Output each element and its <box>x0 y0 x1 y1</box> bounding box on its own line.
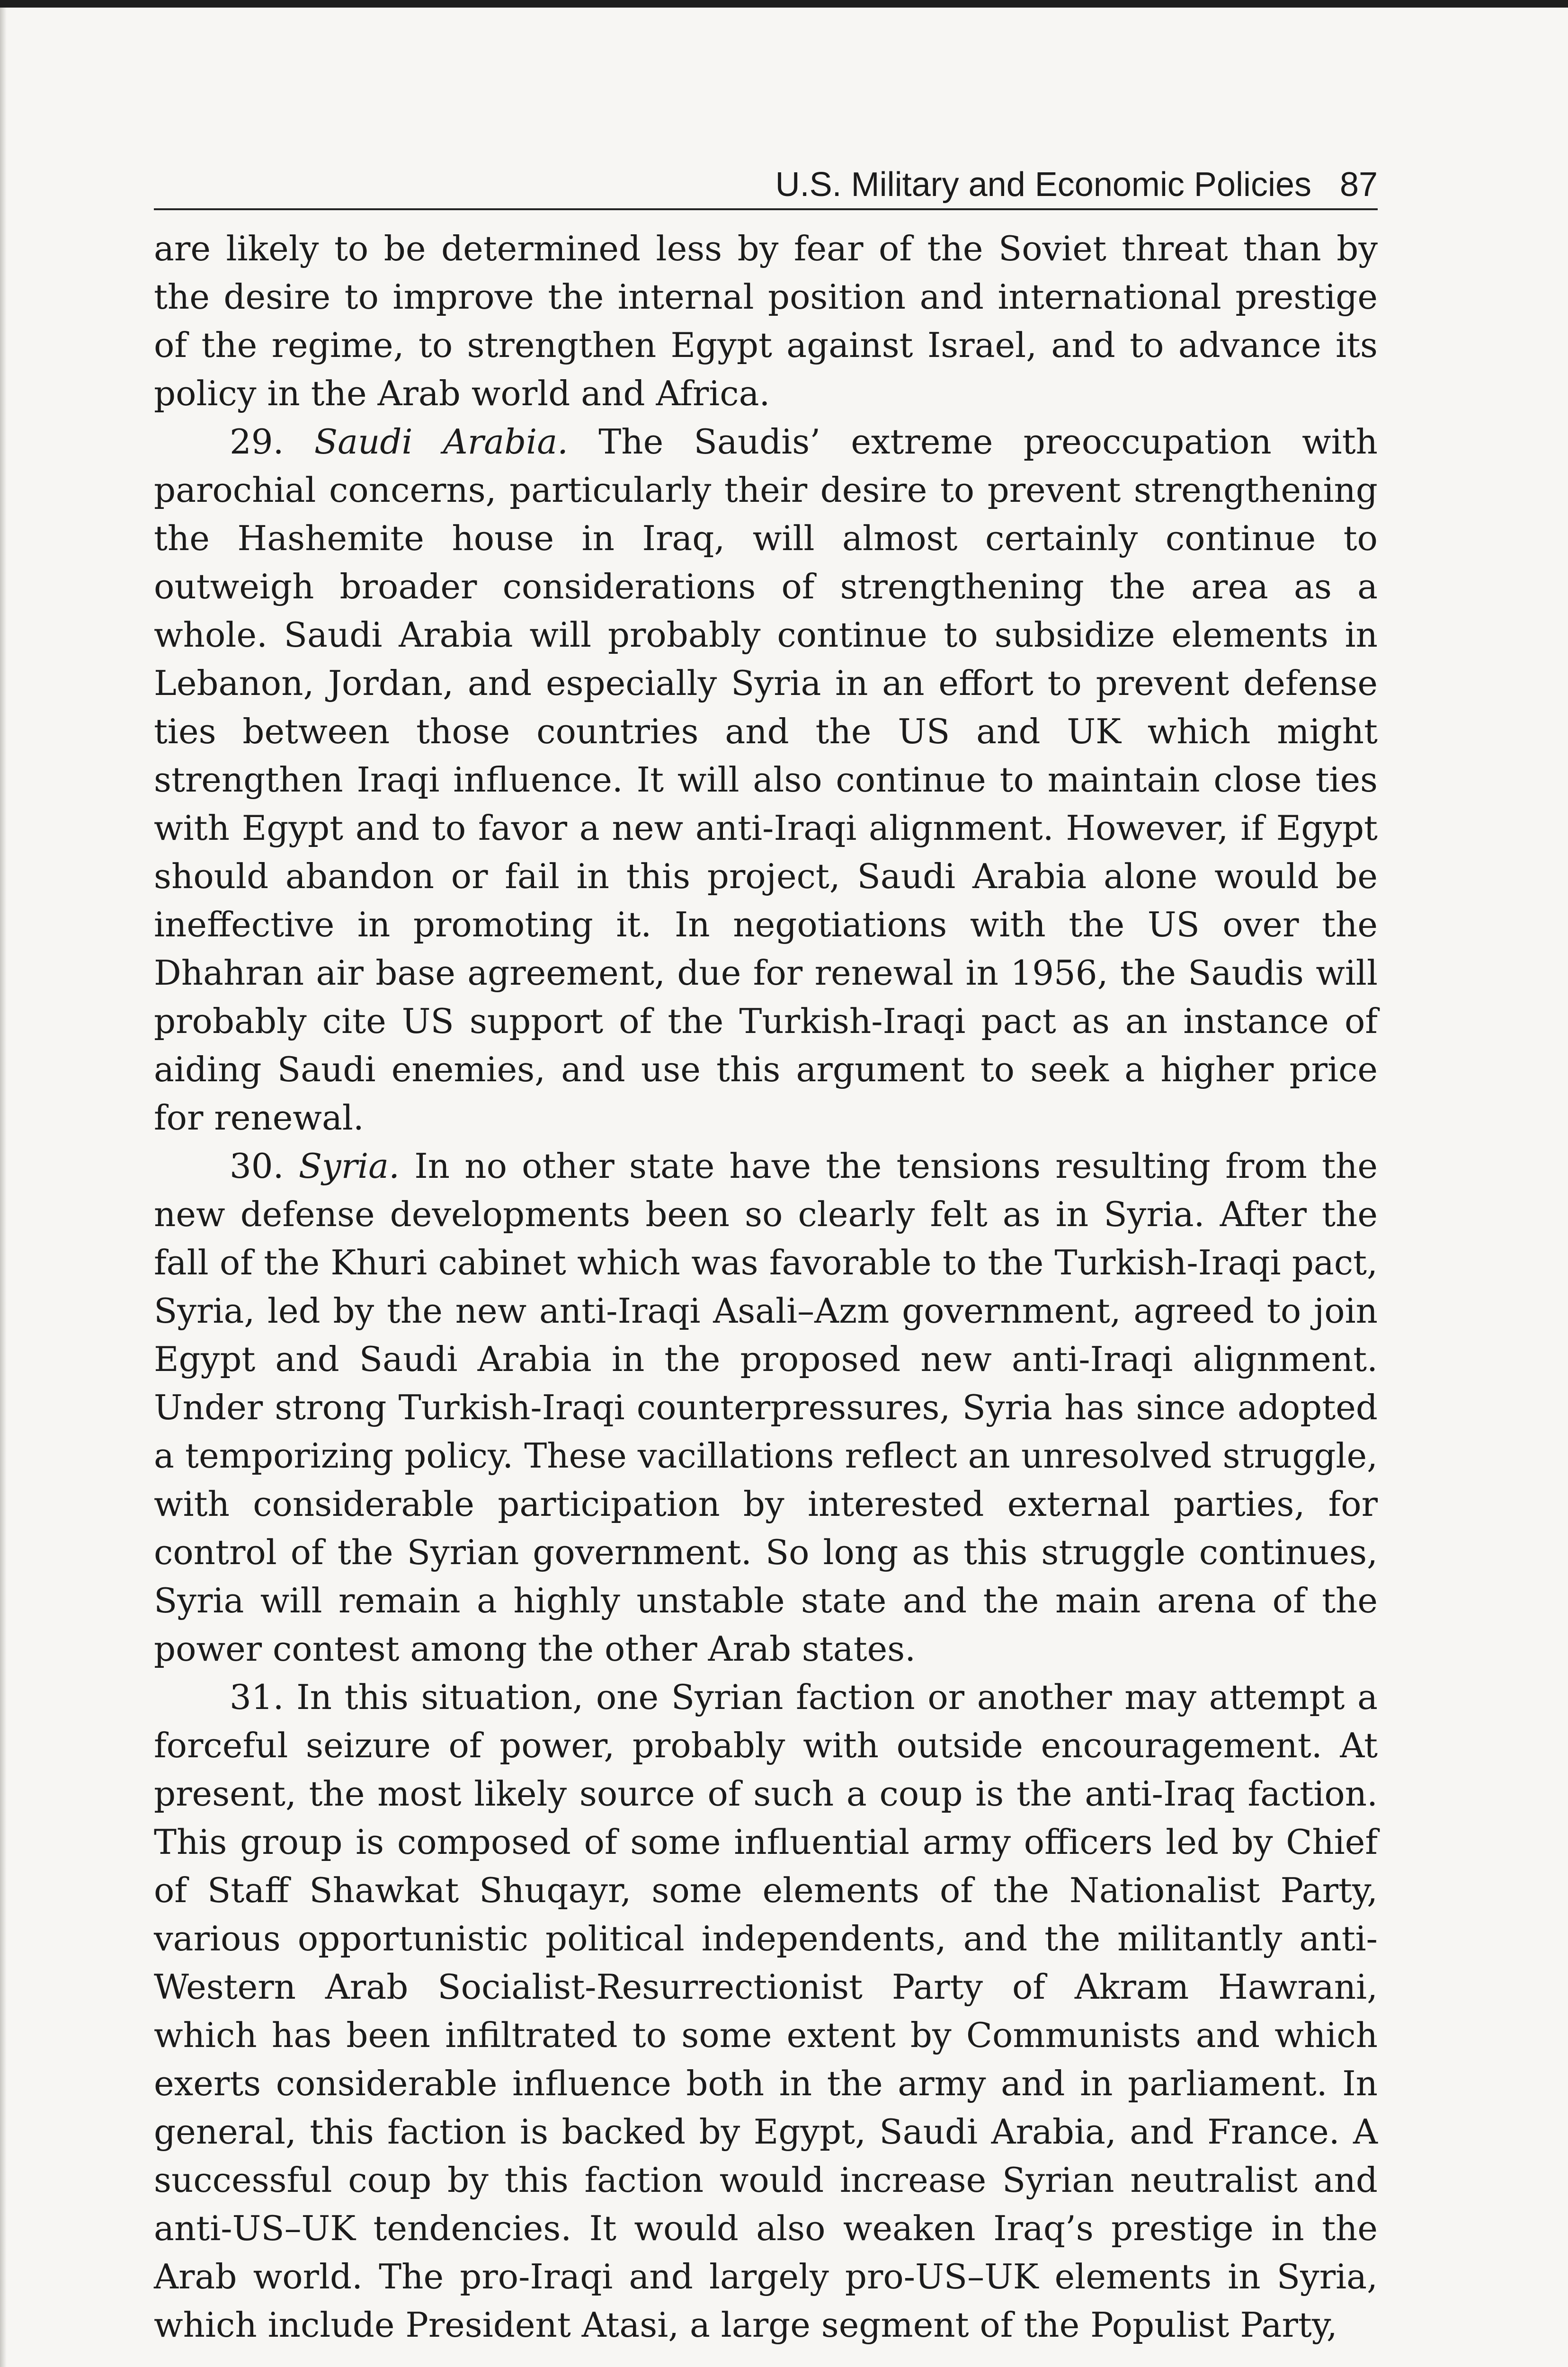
paragraph-text: are likely to be determined less by fear of the Soviet threat than by the desire to improve the internal position and international prestige of the regime, to strengthen Egypt against Israel, and to advance its policy in the Arab world and Africa. <box>154 229 1378 413</box>
paragraph-number: 30. <box>230 1146 284 1186</box>
page-top-edge <box>0 0 1568 8</box>
page-number: 87 <box>1340 166 1378 204</box>
paragraph-text: In no other state have the tensions resulting from the new defense developments been so clearly felt as in Syria. After the fall of the Khuri cabinet which was favorable to the Turkish-Iraqi pact, Syria, led by the new anti-Iraqi Asali–Azm government, agreed to join Egypt and Saudi Arabia in the proposed new anti-Iraqi alignment. Under strong Turkish-Iraqi counterpressures, Syria has since adopted a temporizing policy. These vacillations reflect an unresolved struggle, with considerable participation by interested external parties, for control of the Syrian government. So long as this struggle continues, Syria will remain a highly unstable state and the main arena of the power contest among the other Arab states. <box>154 1146 1378 1669</box>
paragraph-text: In this situation, one Syrian faction or another may attempt a forceful seizure of power, probably with outside encouragement. At present, the most likely source of such a coup is the anti-Iraq faction. This group is composed of some influential army officers led by Chief of Staff Shawkat Shuqayr, some elements of the Nationalist Party, various opportunistic political independents, and the militantly anti-Western Arab Socialist-Resurrectionist Party of Akram Hawrani, which has been infiltrated to some extent by Communists and which exerts considerable influence both in the army and in parliament. In general, this faction is backed by Egypt, Saudi Arabia, and France. A successful coup by this faction would increase Syrian neutralist and anti-US–UK tendencies. It would also weaken Iraq’s prestige in the Arab world. The pro-Iraqi and largely pro-US–UK elements in Syria, which include President Atasi, a large segment of the Populist Party, <box>154 1677 1378 2345</box>
paragraph-number: 31. <box>230 1677 284 1717</box>
paragraph-continued <box>154 224 1378 418</box>
paragraph-31 <box>154 1673 1378 2349</box>
paragraph-30 <box>154 1142 1378 1673</box>
running-title: U.S. Military and Economic Policies <box>775 166 1311 204</box>
binding-shadow <box>0 8 7 2367</box>
paragraph-text: The Saudis’ extreme preoccupation with parochial concerns, particularly their desire to prevent strengthening the Hashemite house in Iraq, will almost certainly continue to outweigh broader considerations of strengthening the area as a whole. Saudi Arabia will probably continue to subsidize elements in Lebanon, Jordan, and especially Syria in an effort to prevent defense ties between those countries and the US and UK which might strengthen Iraqi influence. It will also continue to maintain close ties with Egypt and to favor a new anti-Iraqi alignment. However, if Egypt should abandon or fail in this project, Saudi Arabia alone would be ineffective in promoting it. In negotiations with the US over the Dhahran air base agreement, due for renewal in 1956, the Saudis will probably cite US support of the Turkish-Iraqi pact as an instance of aiding Saudi enemies, and use this argument to seek a higher price for renewal. <box>154 422 1378 1138</box>
paragraph-heading: Syria. <box>298 1146 400 1186</box>
paragraph-number: 29. <box>230 422 284 462</box>
body-text <box>154 224 1378 2349</box>
paragraph-29 <box>154 418 1378 1142</box>
paragraph-heading: Saudi Arabia. <box>314 422 569 462</box>
running-header <box>154 161 1378 210</box>
book-page <box>154 161 1378 2349</box>
